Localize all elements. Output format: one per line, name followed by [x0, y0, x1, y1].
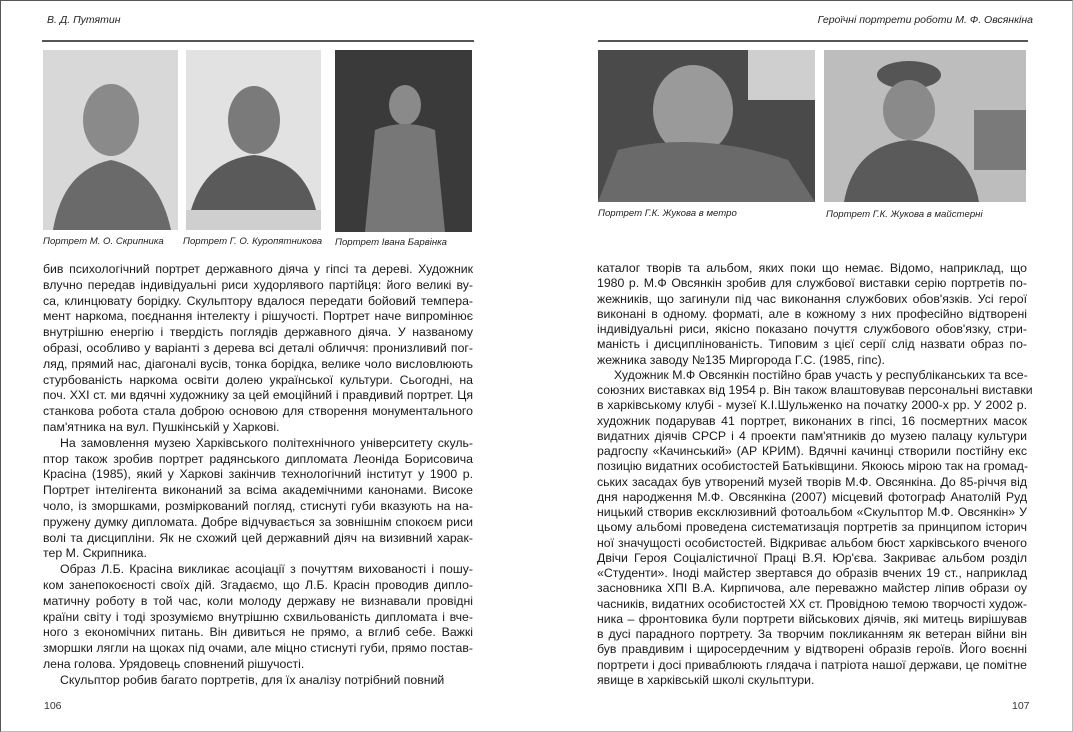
- text-line: ком занепокоєності своїх дій. Згадаємо, що Л.Б. Красін проводив дипло-: [43, 577, 473, 592]
- text-line: в дусі парадного портрету. За творчим покликанням як ветеран війни він: [597, 627, 1027, 641]
- text-line: ницький створив ексклюзивний фотоальбом «Скульптор М.Ф. Овсянкін» У: [597, 505, 1027, 519]
- text-line: Портрет інтелігента виконаний за всіма академічними канонами. Високе: [43, 483, 473, 498]
- text-line: влучно передав індивідуальні риси худорлявого партійця: його великі ву-: [43, 277, 473, 292]
- text-line: образі, особливо у варіанті з дерева всі деталі обличчя: пронизливий пог-: [43, 340, 473, 355]
- text-line: жежника заводу №135 Миргорода Г.С. (1985, гіпс).: [597, 352, 885, 367]
- body-text: [597, 261, 1033, 688]
- paragraph: [43, 436, 473, 562]
- text-line: виконані в одному. форматі, але в кожному з них професійно відтворені: [597, 306, 1027, 321]
- paragraph: [43, 262, 473, 436]
- caption-photo-4: Портрет Г.К. Жукова в метро: [598, 208, 737, 219]
- text-line: бив психологічний портрет державного діяча у гіпсі та дереві. Художник: [43, 262, 473, 276]
- text-line: ських засадах був утворений музей творів М.Ф. Овсянкіна. До 85-річчя від: [597, 474, 1027, 489]
- text-line: засновника ХПІ В.А. Кирпичова, але переважно майстер ліпив образи оу: [597, 581, 1027, 596]
- caption-photo-1: Портрет М. О. Скрипника: [43, 236, 164, 247]
- caption-photo-5: Портрет Г.К. Жукова в майстерні: [826, 209, 983, 220]
- text-line: «Студенти». Іноді майстер звертався до образів вчених 19 ст., наприклад: [597, 566, 1027, 580]
- text-line: станкова робота стала доброю основою для створення монументального: [43, 404, 473, 419]
- header-rule: [598, 40, 1028, 42]
- text-line: позицію видатних особистостей Батьківщини. Якоюсь мірою так на громад-: [597, 459, 1029, 474]
- text-line: в харківському клубі - музеї К.І.Шульженко на початку 2000-х рр. У 2002 р.: [597, 398, 1027, 413]
- text-line: чоло, із зморшками, розміркований погляд, стиснуті губи вказують на на-: [43, 498, 473, 513]
- running-head-author: В. Д. Путятин: [47, 14, 121, 26]
- text-line: жежників, що загинули під час виконання службових обов'язків. Усі герої: [597, 291, 1027, 306]
- running-head-title: Героїчні портрети роботи М. Ф. Овсянкіна: [817, 14, 1033, 26]
- text-line: часників, видатних особистостей XX ст. Провідною темою творчості худож-: [597, 596, 1027, 611]
- photo-kuropiatnykov-bust: [186, 50, 321, 230]
- text-line: художник подарував 41 портрет, виконаних в гіпсі, 16 посмертних масок: [597, 413, 1027, 428]
- text-line: матичну роботу в той час, коли молоду державу не визнавали провідні: [43, 593, 473, 608]
- text-line: видатних діячів СРСР і 4 проекти пам'ятників до музею палацу культури: [597, 428, 1027, 443]
- photo-barvinok-monument: [335, 50, 472, 232]
- text-line: маність і дисциплінованість. Типовим з цієї серії слід назвати образ по-: [597, 337, 1027, 352]
- text-line: ляд, прямий нас, діагоналі вусів, тонка борідка, велике чоло висловлюють: [43, 356, 473, 371]
- text-line: стурбованість наркома освіти долею української культури. Сьогодні, на: [43, 372, 473, 387]
- text-line: цьому альбомі проведена систематизація портретів за принципом історич: [597, 520, 1027, 535]
- text-line: Скульптор робив багато портретів, для їх аналізу потрібний повний: [60, 672, 445, 687]
- text-line: країни світу і тоді зрозуміємо внутрішню схвильованість дипломата і вче-: [43, 609, 473, 624]
- text-line: лена голова. Урядовець сповнений рішучості.: [43, 656, 305, 671]
- caption-photo-2: Портрет Г. О. Куропятникова: [183, 236, 323, 247]
- text-line: індивідуальні риси, якісно показано почуття службового обов'язку, стри-: [597, 322, 1027, 336]
- text-line: птор також зробив портрет радянського дипломата Леоніда Борисовича: [43, 451, 473, 466]
- paragraph: [43, 562, 473, 673]
- text-line: явище в харківській школі скульптури.: [597, 672, 815, 687]
- text-line: ника – фронтовика були портрети військових діячів, які митець вирішував: [597, 611, 1027, 626]
- caption-photo-3: Портрет Івана Барвінка: [335, 237, 448, 248]
- text-line: був правдивим і щиросердечним у відтворені образів героїв. Його воєнні: [597, 642, 1027, 657]
- text-line: волі та дисципліни. Як не схожий цей державний діяч на визивний харак-: [43, 530, 473, 545]
- text-line: са, клинцювату борідку. Скульптору вдалося передати бойовий темпера-: [43, 293, 473, 308]
- page-number: 107: [1012, 700, 1030, 712]
- text-line: портрети і досі приваблюють глядача і патріота нашої держави, це помітне: [597, 657, 1027, 672]
- text-line: На замовлення музею Харківського політехнічного університету скуль-: [60, 435, 473, 450]
- text-line: внутрішню енергію і твердість поглядів державного діяча. У названому: [43, 325, 473, 340]
- text-line: поч. XXI ст. ми вдячні художнику за цей емоційний і правдивий портрет. Ця: [43, 388, 473, 403]
- header-rule: [42, 40, 474, 42]
- photo-zhukov-workshop: [824, 50, 1026, 202]
- text-line: радгоспу «Качинський» (АР КРИМ). Вдячні качинці створили постійну екс: [597, 444, 1027, 458]
- photo-skrypnyk-bust: [43, 50, 178, 230]
- text-line: Двічи Героя Соціалістичної Праці В.Я. Юр'єва. Закриває альбом розділ: [597, 550, 1027, 565]
- text-line: дня народження М.Ф. Овсянкіна (2007) місцевий фотограф Анатолій Руд: [597, 489, 1027, 504]
- text-line: Художник М.Ф Овсянкін постійно брав участь у республіканських та все-: [614, 367, 1028, 382]
- left-page: [0, 0, 536, 732]
- text-line: союзних виставках від 1954 р. Він також влаштовував персональні виставки: [597, 383, 1033, 397]
- paragraph: [43, 673, 473, 689]
- text-line: зморшки лягли на щоках під очами, але міцно стиснуті губи, прямо постав-: [43, 641, 473, 656]
- text-line: тер М. Скрипника.: [43, 546, 147, 561]
- text-line: Образ Л.Б. Красіна викликає асоціації з почуттям вихованості і пошу-: [60, 562, 473, 577]
- text-line: пам'ятника на вул. Пушкінській у Харкові.: [43, 419, 280, 434]
- body-text: [43, 262, 473, 689]
- text-line: ного з економічних питань. Він дивиться не прямо, а вглиб себе. Важкі: [43, 625, 473, 640]
- photo-zhukov-metro: [598, 50, 815, 202]
- text-line: мент наркома, поєднання інтелекту і рішучості. Портрет наче випромінює: [43, 309, 473, 324]
- paragraph: [597, 367, 1033, 688]
- page-number: 106: [44, 700, 62, 712]
- text-line: пружену думку дипломата. Добре відчувається за зовнішнім спокоєм риси: [43, 514, 473, 529]
- text-line: Красіна (1985), який у Харкові закінчив технологічний інститут у 1900 р.: [43, 467, 473, 482]
- text-line: ної значущості особистостей. Відкриває альбом бюст харківського вченого: [597, 535, 1027, 550]
- text-line: каталог творів та альбом, яких поки що немає. Відомо, наприклад, що: [597, 261, 1027, 275]
- right-page: [537, 0, 1073, 732]
- text-line: 1980 р. М.Ф Овсянкін зробив для службової виставки серію портретів по-: [597, 276, 1027, 291]
- paragraph: [597, 261, 1027, 368]
